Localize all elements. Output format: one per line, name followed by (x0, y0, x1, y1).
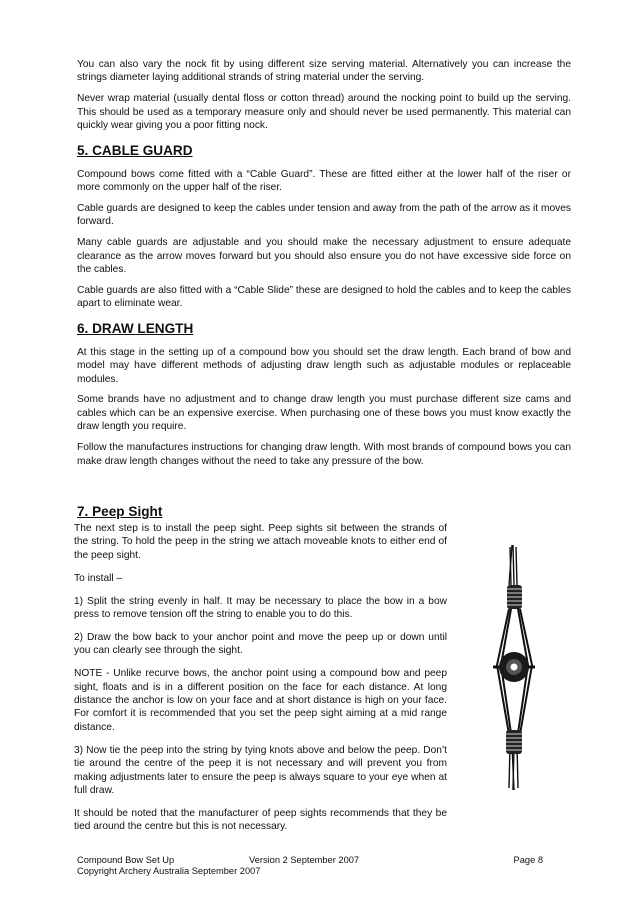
section-heading-peep-sight: 7. Peep Sight (77, 504, 163, 519)
paragraph: It should be noted that the manufacturer of peep sights recommends that they be tied around the centre but this is not necessary. (74, 807, 447, 833)
paragraph: 1) Split the string evenly in half. It may be necessary to place the bow in a bow press to remove tension off the string to enable you to do this. (74, 595, 447, 621)
footer-title: Compound Bow Set Up (77, 855, 175, 865)
main-content (77, 58, 571, 475)
paragraph: NOTE - Unlike recurve bows, the anchor point using a compound bow and peep sight, floats and is in a different position on the face for each distance. At long distance the anchor is low on your face and at short distance is high on your face. For comfort it is recommended that you set the peep sight aiming at a mid range distance. (74, 668, 447, 733)
footer-copyright: Copyright Archery Australia September 2007 (77, 866, 261, 876)
paragraph: Some brands have no adjustment and to change draw length you must purchase different size cams and cables which can be an expensive exercise. When purchasing one of these bows you must know exactly the draw length you require. (77, 394, 571, 433)
paragraph: Cable guards are designed to keep the cables under tension and away from the path of the arrow as it moves forward. (77, 202, 571, 228)
paragraph: You can also vary the nock fit by using different size serving material. Alternatively you can increase the strings diameter laying additional strands of string material under the serving. (77, 59, 571, 84)
paragraph: Many cable guards are adjustable and you should make the necessary adjustment to ensure adequate clearance as the arrow moves forward but you should also ensure you do not have excessive side force on the cables. (77, 237, 571, 275)
footer-page-number: Page 8 (513, 855, 543, 865)
peep-sight-text (74, 522, 447, 843)
paragraph: Never wrap material (usually dental floss or cotton thread) around the nocking point to build up the serving. This should be used as a temporary measure only and should never be used permanently. This material can quickly wear giving you a poor fitting nock. (77, 93, 571, 132)
paragraph: Follow the manufactures instructions for changing draw length. With most brands of compound bows you can make draw length changes without the need to take any pressure of the bow. (77, 442, 571, 467)
footer-version: Version 2 September 2007 (249, 855, 360, 865)
paragraph: 3) Now tie the peep into the string by tying knots above and below the peep. Don’t tie around the centre of the peep it is not necessary and will prevent you from making adjustments later to ensure the peep is always square to your eye when at full draw. (74, 744, 447, 796)
paragraph: 2) Draw the bow back to your anchor point and move the peep up or down until you can clearly see through the sight. (74, 631, 447, 657)
section-heading-draw-length: 6. DRAW LENGTH (77, 320, 194, 336)
paragraph: At this stage in the setting up of a compound bow you should set the draw length. Each brand of bow and model may have different methods of adjusting draw length such as adjustable modules or replaceable modules. (77, 346, 571, 385)
peep-sight-illustration (483, 545, 543, 790)
paragraph: The next step is to install the peep sight. Peep sights sit between the strands of the string. To hold the peep in the string we attach moveable knots to either end of the peep sight. (74, 523, 447, 561)
paragraph: Cable guards are also fitted with a “Cable Slide” these are designed to hold the cables and to keep the cables apart to eliminate wear. (77, 284, 571, 310)
paragraph: To install – (74, 572, 123, 584)
paragraph: Compound bows come fitted with a “Cable Guard”. These are fitted either at the lower half of the riser or more commonly on the upper half of the riser. (77, 168, 571, 193)
page-footer (77, 855, 543, 877)
section-heading-cable-guard: 5. CABLE GUARD (77, 142, 193, 158)
